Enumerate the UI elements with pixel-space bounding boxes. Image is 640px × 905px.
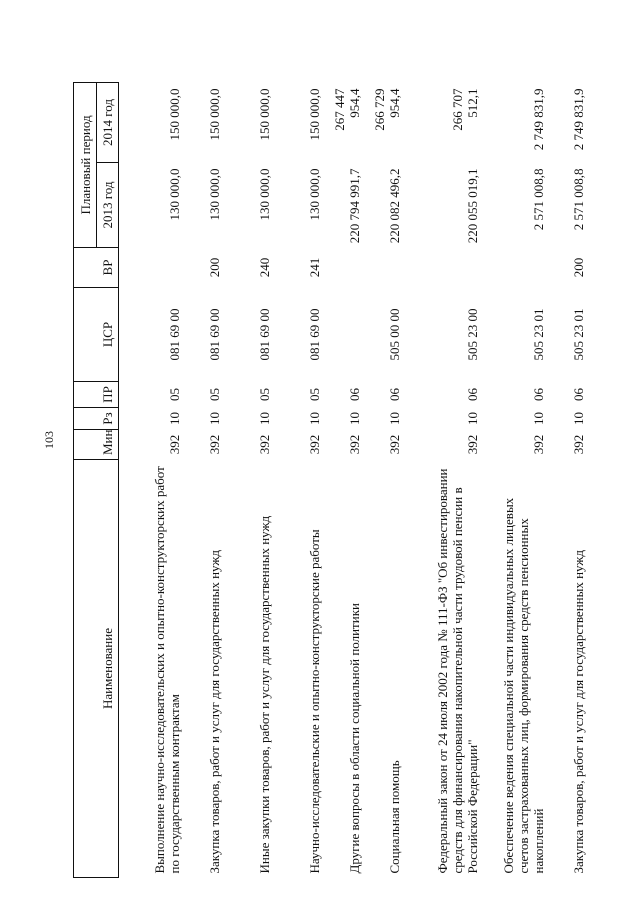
page-number: 103 [42, 431, 56, 449]
row-csr: 505 23 00 [465, 308, 481, 361]
row-2014: 150 000,0 [167, 88, 183, 141]
row-2013: 130 000,0 [257, 168, 273, 221]
row-pr: 06 [571, 388, 587, 401]
row-vr [483, 248, 549, 288]
row-csr: 081 69 00 [257, 308, 273, 361]
row-2013: 2 571 008,8 [571, 168, 587, 231]
header-name: Наименование [74, 460, 119, 878]
row-2013: 130 000,0 [307, 168, 323, 221]
row-rz: 10 [207, 412, 223, 425]
row-min: 392 [167, 434, 183, 455]
row-pr: 06 [387, 388, 403, 401]
row-rz: 10 [257, 412, 273, 425]
row-name: Обеспечение ведения специальной части индивидуальных лицевых счетов застрахованных лиц, формирования средств пенсионных накоплений [501, 497, 547, 874]
row-min: 392 [307, 434, 323, 455]
row-csr [325, 288, 365, 382]
row-name: Другие вопросы в области социальной политики [347, 603, 363, 874]
row-2013: 220 082 496,2 [387, 168, 403, 244]
row-csr: 505 00 00 [387, 308, 403, 361]
row-vr: 240 [257, 257, 273, 278]
row-2014: 266 707 512,1 [450, 88, 481, 131]
row-name: Выполнение научно-исследовательских и опытно-конструкторских работ по государственным контрактам [152, 466, 183, 874]
row-min: 392 [207, 434, 223, 455]
row-min: 392 [347, 434, 363, 455]
row-name: Научно-исследовательские и опытно-конструкторские работы [307, 529, 323, 874]
row-vr: 241 [307, 257, 323, 278]
row-name: Закупка товаров, работ и услуг для государственных нужд [571, 550, 587, 874]
row-name: Федеральный закон от 24 июля 2002 года № 111-ФЗ "Об инвестировании средств для финансирования накопительной части трудовой пенсии в Российской Федерации" [435, 468, 481, 874]
row-rz: 10 [571, 412, 587, 425]
row-2013: 130 000,0 [167, 168, 183, 221]
row-min: 392 [531, 434, 547, 455]
row-min: 392 [387, 434, 403, 455]
row-min: 392 [257, 434, 273, 455]
header-year-2014: 2014 год [97, 82, 119, 162]
row-pr: 05 [207, 388, 223, 401]
row-pr: 06 [531, 388, 547, 401]
table-row [275, 82, 325, 877]
row-min: 392 [571, 434, 587, 455]
row-pr: 05 [167, 388, 183, 401]
row-vr: 200 [207, 257, 223, 278]
row-rz: 10 [531, 412, 547, 425]
budget-table [73, 82, 589, 878]
table-row [325, 82, 365, 877]
table-row [405, 82, 483, 877]
table-row [185, 82, 225, 877]
row-pr: 06 [347, 388, 363, 401]
row-name: Иные закупки товаров, работ и услуг для государственных нужд [257, 515, 273, 874]
row-2013: 130 000,0 [207, 168, 223, 221]
table-row [225, 82, 275, 877]
header-vr: ВР [74, 248, 119, 288]
row-2014: 150 000,0 [307, 88, 323, 141]
row-vr [119, 248, 186, 288]
header-pr: ПР [74, 382, 119, 408]
row-2013: 2 571 008,8 [531, 168, 547, 231]
row-rz: 10 [167, 412, 183, 425]
row-rz: 10 [307, 412, 323, 425]
row-csr: 505 23 01 [571, 308, 587, 361]
header-year-2013: 2013 год [97, 163, 119, 248]
row-2014: 150 000,0 [207, 88, 223, 141]
row-2014: 266 729 954,4 [372, 88, 403, 131]
row-2013: 220 794 991,7 [347, 168, 363, 244]
row-vr: 200 [571, 257, 587, 278]
row-2014: 2 749 831,9 [531, 88, 547, 151]
row-csr: 505 23 01 [531, 308, 547, 361]
table-row [365, 82, 405, 877]
row-csr: 081 69 00 [207, 308, 223, 361]
row-2013: 220 055 019,1 [465, 168, 481, 244]
table-body [119, 82, 590, 877]
row-csr: 081 69 00 [167, 308, 183, 361]
row-vr [365, 248, 405, 288]
row-rz: 10 [387, 412, 403, 425]
row-min: 392 [465, 434, 481, 455]
row-rz: 10 [347, 412, 363, 425]
row-name: Социальная помощь [387, 760, 403, 874]
row-csr: 081 69 00 [307, 308, 323, 361]
table-header [74, 82, 119, 877]
header-csr: ЦСР [74, 288, 119, 382]
table-row [119, 82, 186, 877]
header-rz: Рз [74, 408, 119, 430]
row-vr [405, 248, 483, 288]
row-name: Закупка товаров, работ и услуг для государственных нужд [207, 550, 223, 874]
header-min: Мин [74, 430, 119, 460]
table-row [549, 82, 589, 877]
row-rz: 10 [465, 412, 481, 425]
row-pr: 05 [257, 388, 273, 401]
row-pr: 05 [307, 388, 323, 401]
row-2014: 267 447 954,4 [332, 88, 363, 131]
row-vr [325, 248, 365, 288]
rotated-page-content [73, 83, 587, 878]
row-2014: 150 000,0 [257, 88, 273, 141]
row-pr: 06 [465, 388, 481, 401]
row-2014: 2 749 831,9 [571, 88, 587, 151]
header-plan-period: Плановый период [74, 82, 97, 247]
table-row [483, 82, 549, 877]
